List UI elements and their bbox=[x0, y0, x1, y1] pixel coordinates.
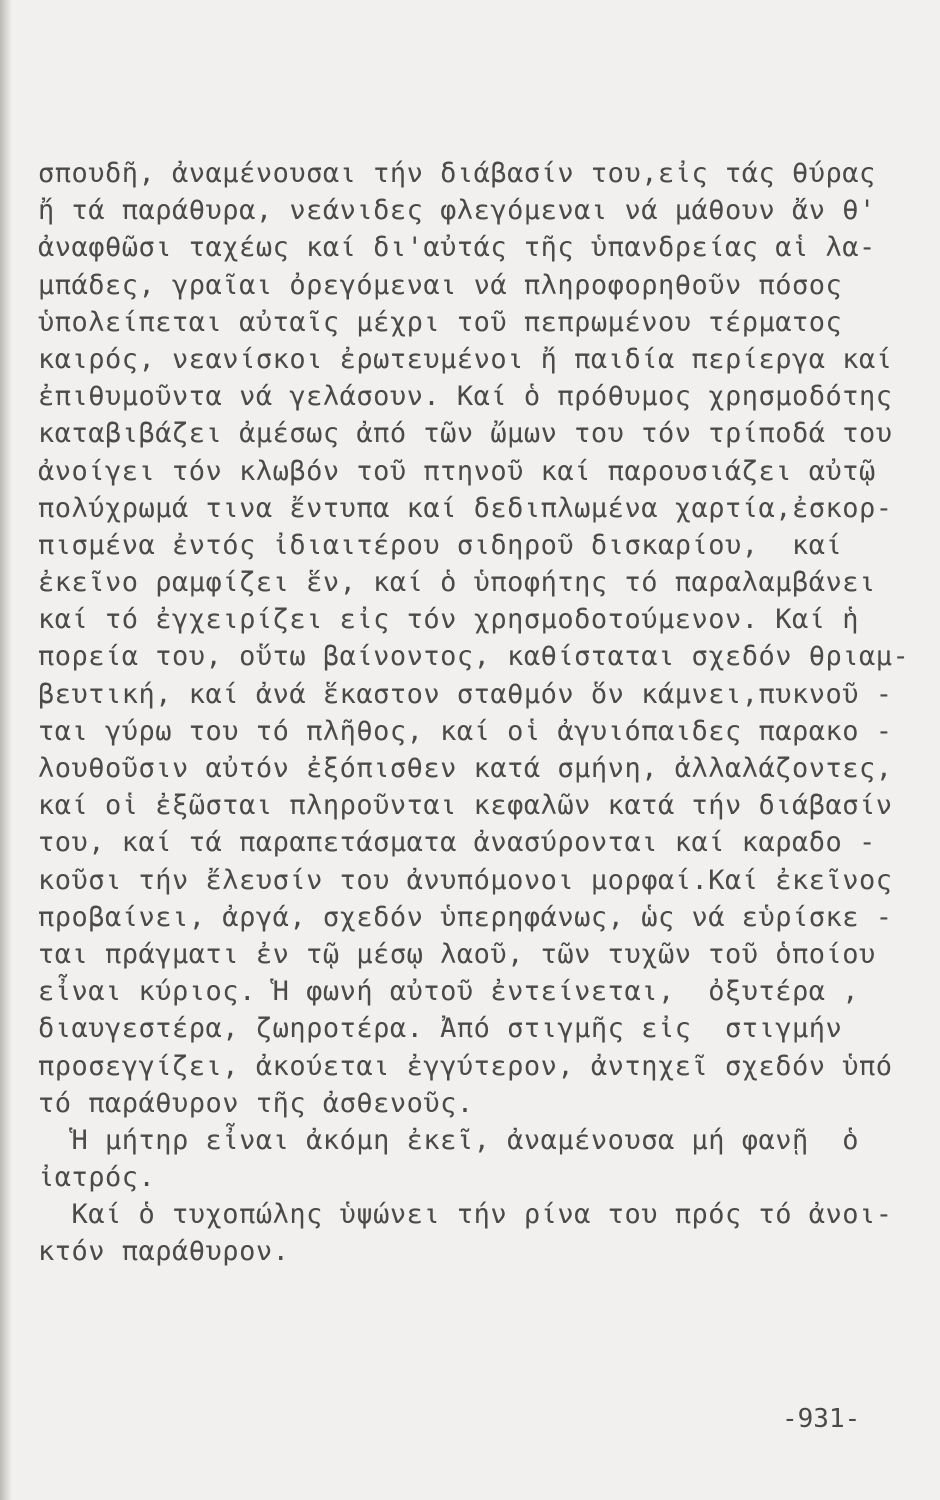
text-line: καταβιβάζει ἀμέσως ἀπό τῶν ὤμων του τόν τρίποδά του bbox=[38, 418, 893, 450]
text-line: προβαίνει, ἀργά, σχεδόν ὑπερηφάνως, ὡς νά εὑρίσκε - bbox=[38, 901, 893, 933]
text-line: βευτική, καί ἀνά ἕκαστον σταθμόν ὅν κάμνει,πυκνοῦ - bbox=[38, 678, 893, 710]
text-line: πολύχρωμά τινα ἔντυπα καί δεδιπλωμένα χαρτία,ἐσκορ- bbox=[38, 492, 893, 524]
text-line: πισμένα ἐντός ἰδιαιτέρου σιδηροῦ δισκαρίου, καί bbox=[38, 529, 843, 561]
text-line: ἐπιθυμοῦντα νά γελάσουν. Καί ὁ πρόθυμος χρησμοδότης bbox=[38, 381, 893, 413]
text-line: ται γύρω του τό πλῆθος, καί οἱ ἀγυιόπαιδες παρακο - bbox=[38, 715, 893, 747]
text-line: εἶναι κύριος. Ἡ φωνή αὐτοῦ ἐντείνεται, ὀξυτέρα , bbox=[38, 976, 860, 1008]
text-line: Καί ὁ τυχοπώλης ὑψώνει τήν ρίνα του πρός τό ἀνοι- bbox=[38, 1199, 893, 1231]
text-line: καιρός, νεανίσκοι ἐρωτευμένοι ἤ παιδία περίεργα καί bbox=[38, 343, 893, 375]
text-line: προσεγγίζει, ἀκούεται ἐγγύτερον, ἀντηχεῖ σχεδόν ὑπό bbox=[38, 1050, 893, 1082]
text-line: ἰατρός. bbox=[38, 1162, 156, 1194]
text-line: ἀνοίγει τόν κλωβόν τοῦ πτηνοῦ καί παρουσιάζει αὐτῷ bbox=[38, 455, 876, 487]
text-line: σπουδῆ, ἀναμένουσαι τήν διάβασίν του,εἰς τάς θύρας bbox=[38, 158, 876, 189]
text-line: καί τό ἐγχειρίζει εἰς τόν χρησμοδοτούμενον. Καί ἡ bbox=[38, 604, 860, 636]
text-line: πορεία του, οὕτω βαίνοντος, καθίσταται σχεδόν θριαμ- bbox=[38, 641, 910, 673]
text-line: ται πράγματι ἐν τῷ μέσῳ λαοῦ, τῶν τυχῶν τοῦ ὁποίου bbox=[38, 938, 876, 970]
text-line: κοῦσι τήν ἔλευσίν του ἀνυπόμονοι μορφαί.Καί ἐκεῖνος bbox=[38, 864, 893, 896]
text-line: μπάδες, γραῖαι ὀρεγόμεναι νά πληροφορηθοῦν πόσος bbox=[38, 269, 843, 301]
text-line: ἀναφθῶσι ταχέως καί δι'αὐτάς τῆς ὑπανδρείας αἱ λα- bbox=[38, 232, 876, 264]
page-number: -931- bbox=[782, 1404, 861, 1434]
text-line: κτόν παράθυρον. bbox=[38, 1236, 290, 1268]
text-line: ἤ τά παράθυρα, νεάνιδες φλεγόμεναι νά μάθουν ἄν θ' bbox=[38, 195, 876, 227]
body-text bbox=[38, 155, 918, 1271]
text-line: του, καί τά παραπετάσματα ἀνασύρονται καί καραδο - bbox=[38, 827, 876, 859]
text-line: Ἡ μήτηρ εἶναι ἀκόμη ἐκεῖ, ἀναμένουσα μή φανῇ ὁ bbox=[38, 1124, 860, 1156]
text-line: τό παράθυρον τῆς ἀσθενοῦς. bbox=[38, 1087, 474, 1119]
text-line: ὑπολείπεται αὐταῖς μέχρι τοῦ πεπρωμένου τέρματος bbox=[38, 306, 843, 338]
page-binding-edge bbox=[0, 0, 12, 1500]
text-line: λουθοῦσιν αὐτόν ἐξόπισθεν κατά σμήνη, ἀλλαλάζοντες, bbox=[38, 753, 893, 784]
text-line: διαυγεστέρα, ζωηροτέρα. Ἀπό στιγμῆς εἰς στιγμήν bbox=[38, 1013, 843, 1045]
text-line: ἐκεῖνο ραμφίζει ἕν, καί ὁ ὑποφήτης τό παραλαμβάνει bbox=[38, 567, 876, 599]
text-line: καί οἱ ἐξῶσται πληροῦνται κεφαλῶν κατά τήν διάβασίν bbox=[38, 790, 893, 822]
